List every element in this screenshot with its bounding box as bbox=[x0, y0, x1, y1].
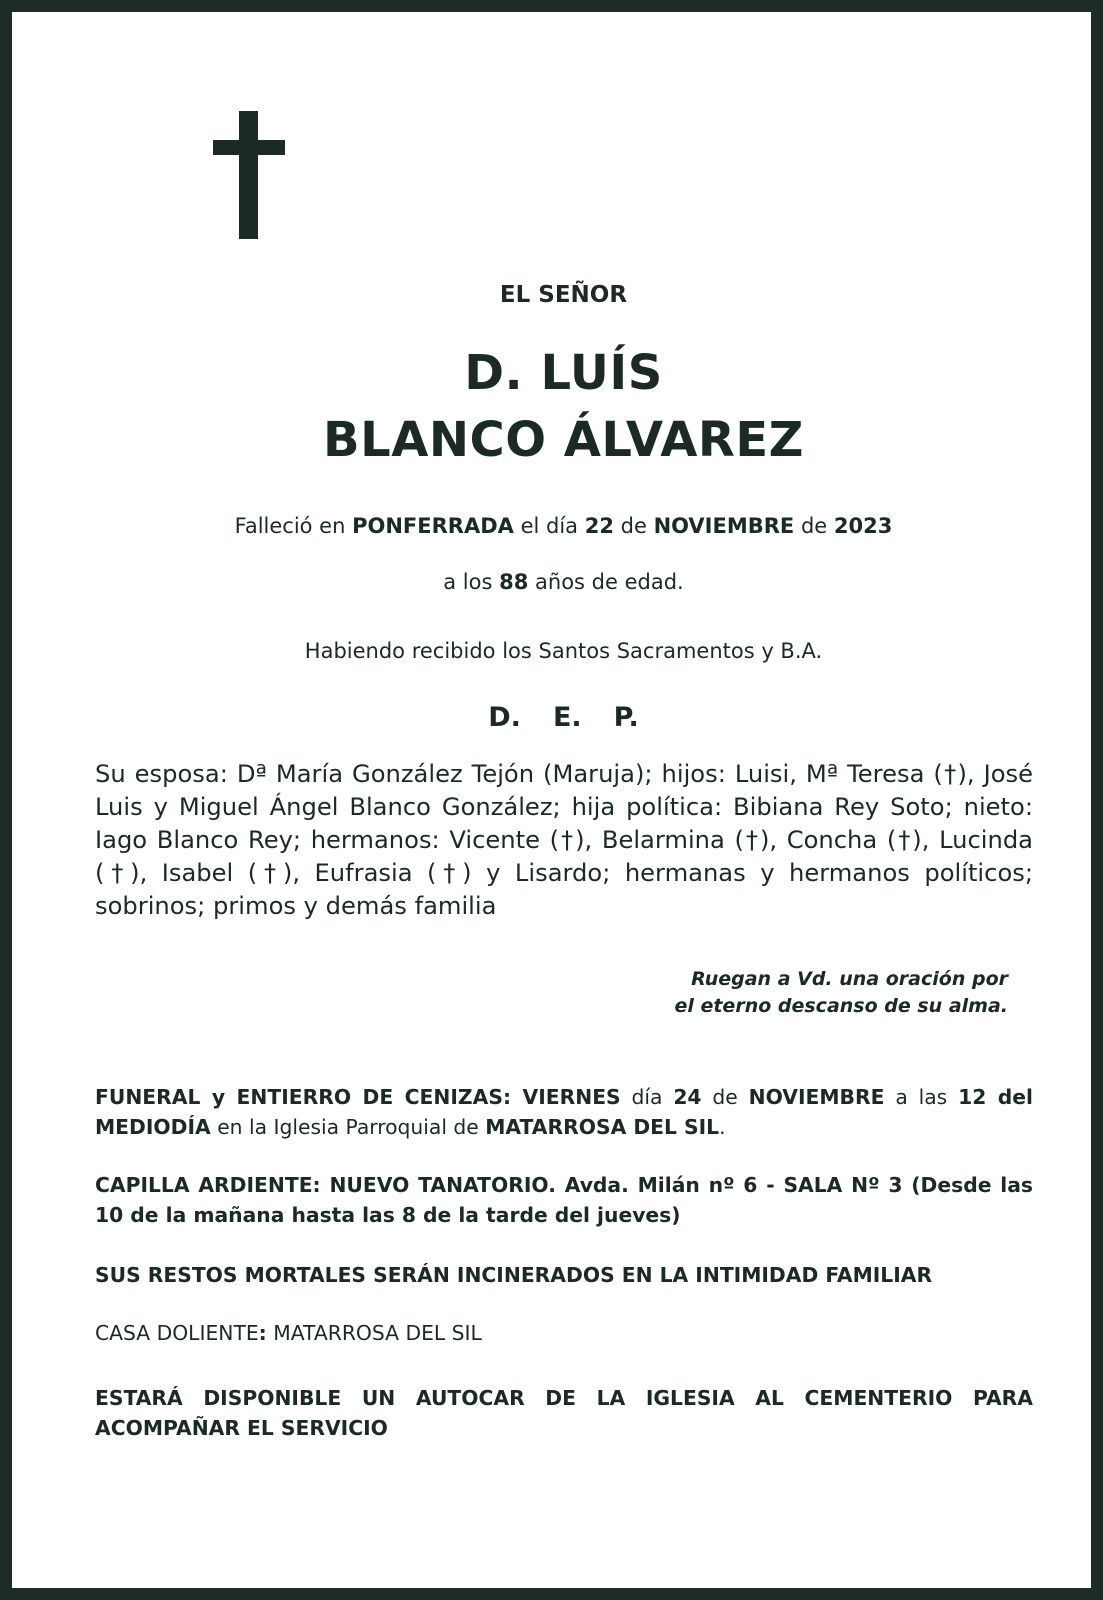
death-statement: Falleció en PONFERRADA el día 22 de NOVIEMBRE de 2023 bbox=[234, 514, 893, 538]
mourning-house-info: CASA DOLIENTE: MATARROSA DEL SIL bbox=[95, 1321, 482, 1345]
cremation-info: SUS RESTOS MORTALES SERÁN INCINERADOS EN LA INTIMIDAD FAMILIAR bbox=[95, 1263, 933, 1287]
title-prefix: EL SEÑOR bbox=[499, 282, 628, 308]
sacraments-text: Habiendo recibido los Santos Sacramentos y B.A. bbox=[304, 639, 823, 663]
cross-icon bbox=[213, 111, 285, 239]
death-day: 22 bbox=[584, 514, 614, 538]
death-year: 2023 bbox=[833, 514, 893, 538]
family-text: Su esposa: Dª María González Tejón (Maruja); hijos: Luisi, Mª Teresa (†), José Luis y Miguel Ángel Blanco González; hija política: Bibiana Rey Soto; nieto: Iago Blanco Rey; hermanos: Vicente (†), Belarmina (†), Concha (†), Lucinda (†), Isabel (†), Eufrasia (†) y Lisardo; hermanas y hermanos políticos; sobrinos; primos y demás familia bbox=[95, 760, 1033, 920]
deceased-name-line2: BLANCO ÁLVAREZ bbox=[323, 412, 804, 468]
death-month: NOVIEMBRE bbox=[653, 514, 795, 538]
prayer-text: Ruegan a Vd. una oración por el eterno descanso de su alma. bbox=[674, 968, 1008, 1017]
bus-info: ESTARÁ DISPONIBLE UN AUTOCAR DE LA IGLESIA AL CEMENTERIO PARA ACOMPAÑAR EL SERVICIO bbox=[95, 1386, 1033, 1440]
funeral-info: FUNERAL y ENTIERRO DE CENIZAS: VIERNES día 24 de NOVIEMBRE a las 12 del MEDIODÍA en la Iglesia Parroquial de MATARROSA DEL SIL. bbox=[95, 1085, 1034, 1139]
chapel-info: CAPILLA ARDIENTE: NUEVO TANATORIO. Avda. Milán nº 6 - SALA Nº 3 (Desde las 10 de la mañana hasta las 8 de la tarde del jueves) bbox=[95, 1173, 1033, 1227]
dep-heading: D. E. P. bbox=[488, 702, 639, 733]
age-value: 88 bbox=[499, 570, 529, 594]
death-place: PONFERRADA bbox=[352, 514, 514, 538]
age-statement: a los 88 años de edad. bbox=[443, 570, 684, 594]
deceased-name-line1: D. LUÍS bbox=[464, 345, 663, 401]
